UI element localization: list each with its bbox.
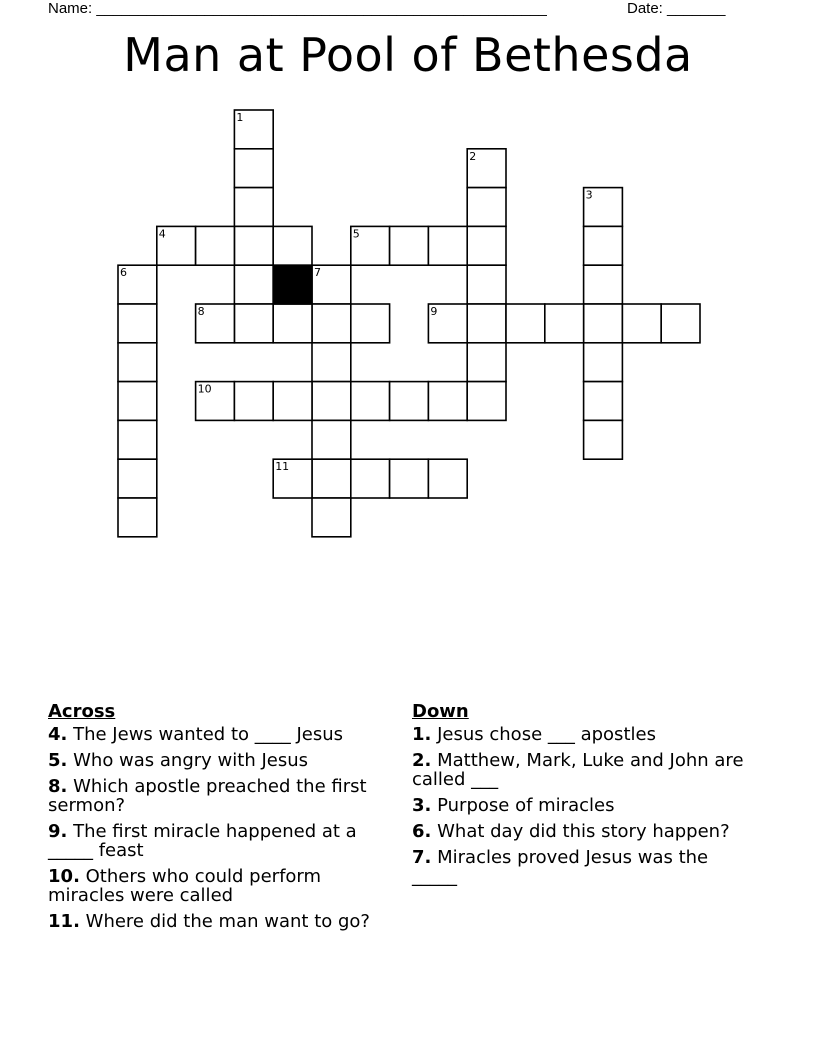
clue-text: Miracles proved Jesus was the _____ [412,847,709,887]
clue-text: The Jews wanted to ____ Jesus [73,724,344,745]
clue-text: The first miracle happened at a _____ feast [48,821,357,861]
clue-number: 1 [412,724,425,745]
grid-cell[interactable] [273,304,312,343]
clue-down-3: 3. Purpose of miracles [412,795,615,816]
grid-cell[interactable] [390,226,429,265]
grid-cell[interactable] [428,382,467,421]
grid-cell[interactable] [467,265,506,304]
clue-across-5: 5. Who was angry with Jesus [48,750,308,771]
name-field[interactable]: Name: ______________________________________________________ [48,0,547,17]
clue-number: 9 [48,821,61,842]
grid-cell[interactable] [467,226,506,265]
grid-cell[interactable] [584,420,623,459]
clue-across-11: 11. Where did the man want to go? [48,911,370,932]
clue-across-8: 8. Which apostle preached the first sermon? [48,776,367,816]
clue-text: Who was angry with Jesus [73,750,308,771]
down-clues [412,702,757,893]
grid-cell[interactable] [273,226,312,265]
cell-number: 3 [585,188,593,202]
cell-number: 8 [197,305,205,318]
grid-cell[interactable] [351,382,390,421]
clue-number: 3 [412,795,425,816]
grid-cell[interactable] [196,226,235,265]
clue-text: Jesus chose ___ apostles [437,724,656,745]
grid-cell[interactable] [467,382,506,421]
grid-cell[interactable] [622,304,661,343]
clue-down-6: 6. What day did this story happen? [412,821,730,842]
down-heading: Down [412,701,469,722]
grid-cell[interactable] [351,304,390,343]
clue-across-10: 10. Others who could perform miracles were called [48,866,322,906]
cell-number: 2 [469,149,477,163]
cell-number: 11 [275,460,290,474]
grid-cell[interactable] [390,459,429,498]
clue-text: Purpose of miracles [437,795,615,816]
grid-cell[interactable] [234,149,273,188]
grid-cell[interactable] [234,226,273,265]
clue-down-7: 7. Miracles proved Jesus was the _____ [412,847,709,887]
clue-text: Which apostle preached the first sermon? [48,776,367,816]
blocked-cell [273,265,312,304]
clue-number: 4 [48,724,61,745]
grid-cell[interactable] [312,459,351,498]
grid-cell[interactable] [584,304,623,343]
clue-number: 10 [48,866,74,887]
grid-cell[interactable] [312,420,351,459]
across-heading: Across [48,701,116,722]
grid-cell[interactable] [312,498,351,537]
cell-number: 9 [430,305,438,318]
grid-cell[interactable] [234,188,273,227]
grid-cell[interactable] [351,459,390,498]
clue-down-2: 2. Matthew, Mark, Luke and John are called ___ [412,750,744,790]
clue-down-1: 1. Jesus chose ___ apostles [412,724,656,745]
grid-cell[interactable] [273,382,312,421]
cell-number: 5 [352,227,360,241]
across-clues [48,702,393,938]
grid-cell[interactable] [428,459,467,498]
clue-text: What day did this story happen? [437,821,730,842]
grid-cell[interactable] [584,343,623,382]
cell-number: 7 [314,266,321,280]
page-title: Man at Pool of Bethesda [123,28,693,82]
grid-cell[interactable] [118,382,157,421]
grid-cell[interactable] [312,343,351,382]
cell-number: 6 [120,266,127,280]
cell-number: 4 [158,227,166,241]
clue-text: Where did the man want to go? [85,911,370,932]
grid-cell[interactable] [118,459,157,498]
grid-cell[interactable] [545,304,584,343]
grid-cell[interactable] [467,304,506,343]
clue-across-4: 4. The Jews wanted to ____ Jesus [48,724,344,745]
grid-cell[interactable] [428,226,467,265]
grid-cell[interactable] [234,304,273,343]
clue-number: 8 [48,776,61,797]
clue-number: 7 [412,847,425,868]
grid-cell[interactable] [390,382,429,421]
grid-cell[interactable] [118,498,157,537]
clue-number: 6 [412,821,425,842]
grid-cell[interactable] [118,304,157,343]
grid-cell[interactable] [584,226,623,265]
clue-text: Others who could perform miracles were called [48,866,322,906]
grid-cell[interactable] [506,304,545,343]
grid-cell[interactable] [467,188,506,227]
grid-cell[interactable] [118,343,157,382]
grid-cell[interactable] [312,304,351,343]
grid-cell[interactable] [234,265,273,304]
grid-cell[interactable] [234,382,273,421]
grid-cell[interactable] [584,382,623,421]
clue-across-9: 9. The first miracle happened at a _____ feast [48,821,357,861]
cell-number: 10 [197,382,212,396]
cell-number: 1 [236,111,244,124]
date-field[interactable]: Date: _______ [627,0,726,17]
grid-cell[interactable] [584,265,623,304]
grid-cell[interactable] [467,343,506,382]
clue-text: Matthew, Mark, Luke and John are called ___ [412,750,744,790]
grid-cell[interactable] [312,382,351,421]
grid-cell[interactable] [118,420,157,459]
clue-number: 11 [48,911,74,932]
clue-number: 2 [412,750,425,771]
grid-cell[interactable] [661,304,700,343]
clue-number: 5 [48,750,61,771]
